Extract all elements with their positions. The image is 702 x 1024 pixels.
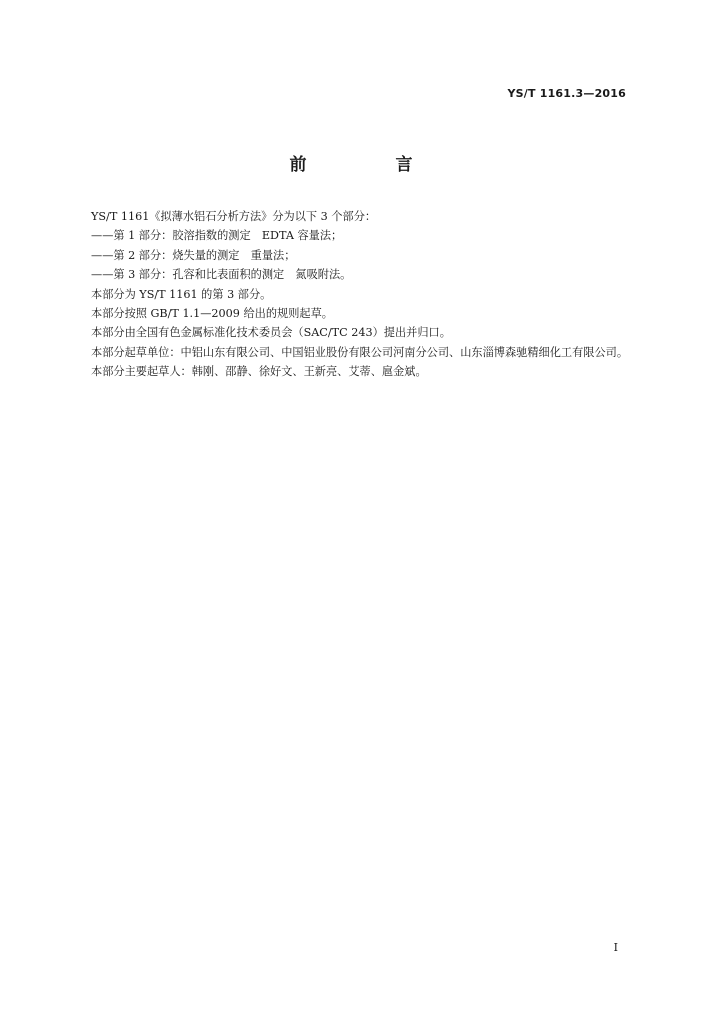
page-title: 前 言 bbox=[289, 155, 449, 175]
foreword-body bbox=[68, 207, 634, 382]
paragraph-parts-intro: YS/T 1161《拟薄水铝石分析方法》分为以下 3 个部分： bbox=[91, 210, 377, 223]
page-number: I bbox=[613, 941, 618, 954]
standard-code: YS/T 1161.3—2016 bbox=[507, 87, 626, 100]
paragraph-drafting-rules: 本部分按照 GB/T 1.1—2009 给出的规则起草。 bbox=[91, 307, 333, 321]
paragraph-part-2: ——第 2 部分：烧失量的测定 重量法； bbox=[91, 248, 296, 262]
paragraph-this-part: 本部分为 YS/T 1161 的第 3 部分。 bbox=[91, 287, 272, 301]
paragraph-part-1: ——第 1 部分：胶溶指数的测定 EDTA 容量法； bbox=[91, 229, 343, 243]
paragraph-part-3: ——第 3 部分：孔容和比表面积的测定 氮吸附法。 bbox=[91, 268, 352, 282]
paragraph-drafting-units: 本部分起草单位：中铝山东有限公司、中国铝业股份有限公司河南分公司、山东淄博森驰精细化工有限公司。 bbox=[91, 345, 629, 359]
paragraph-proposer: 本部分由全国有色金属标准化技术委员会（SAC/TC 243）提出并归口。 bbox=[91, 326, 451, 340]
paragraph-drafters: 本部分主要起草人：韩刚、邵静、徐好文、王新亮、艾蒂、扈金斌。 bbox=[91, 365, 427, 379]
